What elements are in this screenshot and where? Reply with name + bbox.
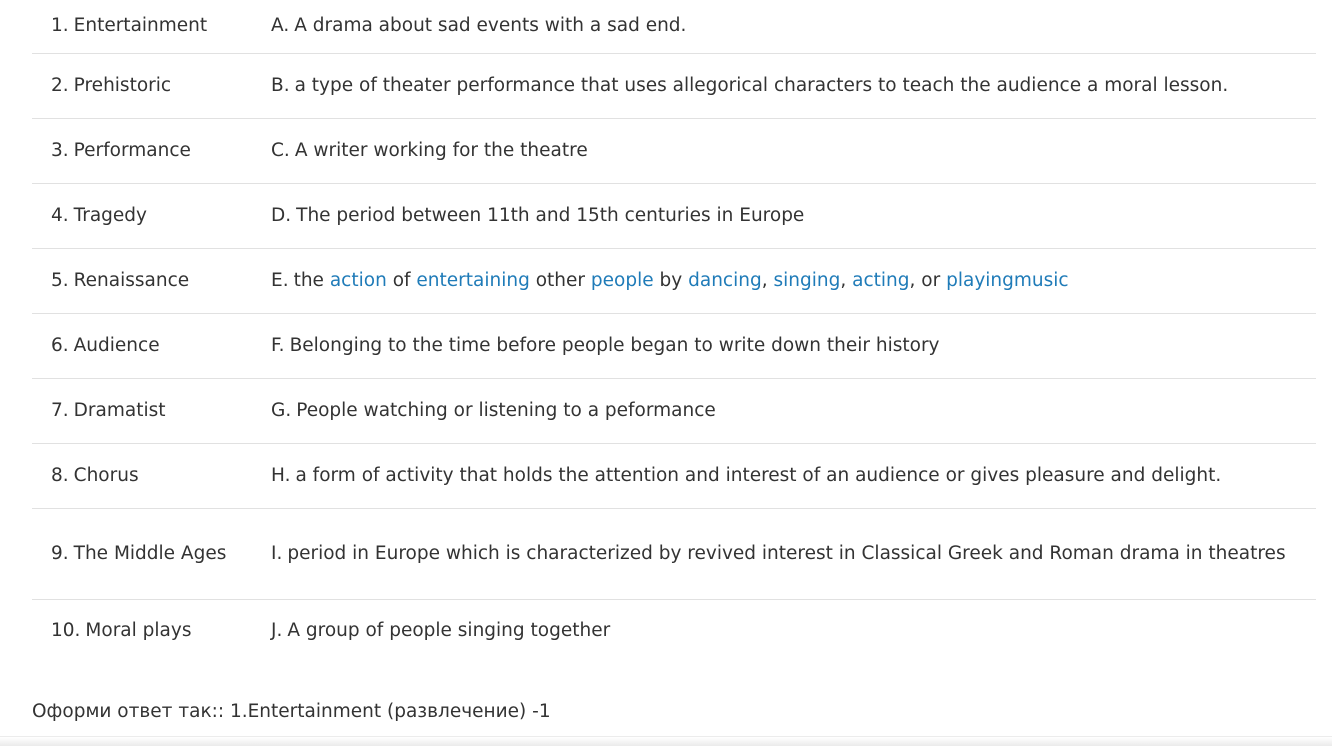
term-cell: [32, 443, 252, 508]
term-cell: [32, 313, 252, 378]
definition-text: a form of activity that holds the attention and interest of an audience or gives pleasure and delight.: [295, 464, 1222, 486]
definition-letter: H.: [271, 464, 291, 486]
term-cell: [32, 183, 252, 248]
definition-separator: ,: [761, 269, 768, 291]
term-text: Performance: [73, 139, 191, 161]
definition-cell: [252, 183, 1316, 248]
term-number: 8.: [51, 464, 69, 486]
term-number: 1.: [51, 15, 69, 37]
term-cell: [32, 508, 252, 599]
definition-letter: I.: [271, 542, 283, 564]
definition-word: the: [293, 269, 324, 291]
definition-letter: C.: [271, 139, 290, 161]
term-text: Moral plays: [85, 619, 192, 641]
definition-letter: A.: [271, 15, 290, 37]
term-text: Dramatist: [73, 399, 166, 421]
term-cell: [32, 248, 252, 313]
term-number: 4.: [51, 204, 69, 226]
term-number: 6.: [51, 334, 69, 356]
term-cell: [32, 53, 252, 118]
link-playingmusic[interactable]: playingmusic: [946, 269, 1069, 291]
term-number: 5.: [51, 269, 69, 291]
definition-letter: E.: [271, 269, 289, 291]
definition-separator: ,: [840, 269, 847, 291]
link-people[interactable]: people: [590, 269, 654, 291]
term-text: Audience: [73, 334, 160, 356]
table-row: [32, 378, 1316, 443]
table-row: [32, 508, 1316, 599]
term-number: 7.: [51, 399, 69, 421]
definition-cell: [252, 508, 1316, 599]
term-number: 9.: [51, 542, 69, 564]
term-text: Entertainment: [73, 15, 208, 37]
definition-text: People watching or listening to a peformance: [296, 399, 716, 421]
definition-text: Belonging to the time before people began to write down their history: [289, 334, 940, 356]
term-cell: [32, 378, 252, 443]
table-row: [32, 53, 1316, 118]
definition-text: A writer working for the theatre: [294, 139, 588, 161]
definition-cell: [252, 443, 1316, 508]
definition-letter: G.: [271, 399, 292, 421]
definition-letter: D.: [271, 204, 292, 226]
definition-letter: B.: [271, 74, 290, 96]
link-action[interactable]: action: [329, 269, 387, 291]
definition-word: by: [659, 269, 683, 291]
term-text: The Middle Ages: [73, 542, 227, 564]
term-text: Chorus: [73, 464, 139, 486]
definition-word: , or: [909, 269, 941, 291]
definition-cell: [252, 118, 1316, 183]
table-row: [32, 118, 1316, 183]
table-row: [32, 183, 1316, 248]
definition-cell: [252, 53, 1316, 118]
matching-table: [32, 0, 1316, 662]
term-cell: [32, 0, 252, 53]
definition-cell: [252, 378, 1316, 443]
definition-cell: [252, 248, 1316, 313]
definition-text: A drama about sad events with a sad end.: [294, 15, 687, 37]
definition-cell: [252, 599, 1316, 662]
link-acting[interactable]: acting: [852, 269, 910, 291]
link-dancing[interactable]: dancing: [688, 269, 762, 291]
term-text: Prehistoric: [73, 74, 172, 96]
term-number: 10.: [51, 619, 81, 641]
definition-text: The period between 11th and 15th centuries in Europe: [296, 204, 805, 226]
term-text: Tragedy: [73, 204, 147, 226]
definition-letter: F.: [271, 334, 285, 356]
definition-word: of: [392, 269, 411, 291]
definition-text: A group of people singing together: [287, 619, 611, 641]
definition-cell: [252, 313, 1316, 378]
table-row: [32, 0, 1316, 53]
definition-word: other: [535, 269, 586, 291]
bottom-edge-shadow: [0, 736, 1332, 746]
table-row: [32, 443, 1316, 508]
term-cell: [32, 599, 252, 662]
definition-cell: [252, 0, 1316, 53]
link-entertaining[interactable]: entertaining: [416, 269, 530, 291]
term-cell: [32, 118, 252, 183]
table-row: [32, 313, 1316, 378]
term-number: 2.: [51, 74, 69, 96]
table-row: [32, 599, 1316, 662]
term-number: 3.: [51, 139, 69, 161]
link-singing[interactable]: singing: [773, 269, 841, 291]
answer-format-note: Оформи ответ так:: 1.Entertainment (развлечение) -1: [32, 701, 551, 722]
table-row: [32, 248, 1316, 313]
definition-text: period in Europe which is characterized by revived interest in Classical Greek and Roman drama in theatres: [287, 542, 1286, 564]
definition-letter: J.: [271, 619, 283, 641]
definition-text: a type of theater performance that uses allegorical characters to teach the audience a moral lesson.: [294, 74, 1229, 96]
term-text: Renaissance: [73, 269, 190, 291]
